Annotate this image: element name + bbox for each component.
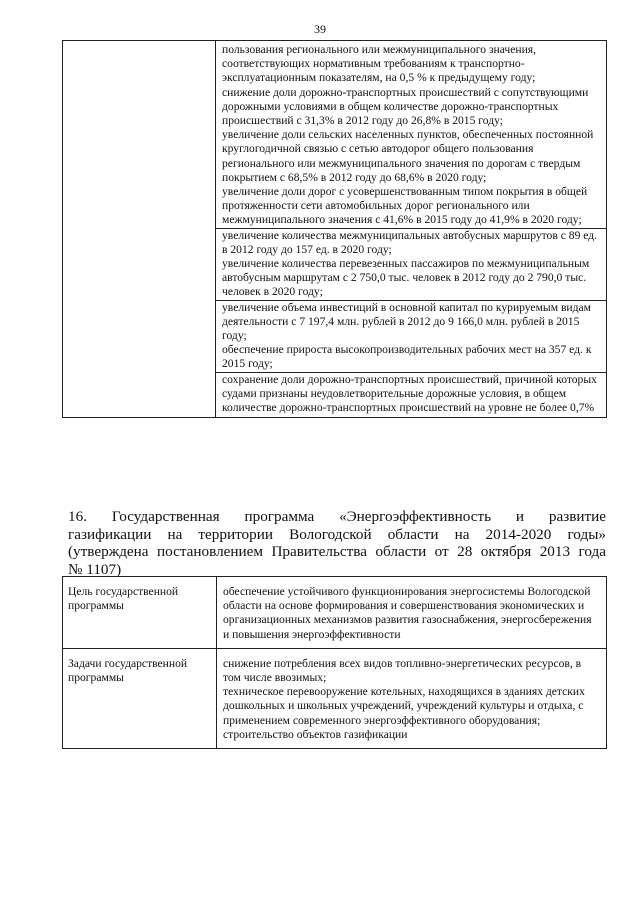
indicators-cell <box>216 41 607 418</box>
heading-line: (утверждена постановлением Правительства области от 28 октября 2013 года <box>68 543 606 560</box>
indicator-item: увеличение количества перевезенных пассажиров по межмуниципальным автобусным маршрутам с 2 750,0 тыс. человек в 2012 году до 2 790,0 тыс. человек в 2020 году; <box>222 257 590 299</box>
goal-text: обеспечение устойчивого функционирования энергосистемы Вологодской области на основе формирования и совершенствования экономических и организационных механизмов развития газоснабжения, энергосбережения и повышения энергоэффективности <box>223 585 592 641</box>
indicators-table-continuation <box>62 40 607 418</box>
indicator-item: увеличение доли дорог с усовершенствованным типом покрытия в общей протяженности сети автомобильных дорог регионального или межмуниципального значения с 41,6% в 2015 году до 41,9% в 2020 году; <box>222 185 588 227</box>
tasks-value <box>217 648 607 748</box>
empty-label-cell <box>63 41 216 418</box>
indicator-item: снижение доли дорожно-транспортных происшествий с сопутствующими дорожными условиями в общем количестве дорожно-транспортных происшествий с 31,3% в 2012 году до 26,8% в 2015 году; <box>222 85 589 128</box>
table-row <box>63 648 607 748</box>
section-heading <box>68 508 606 578</box>
program-passport-table <box>62 576 607 749</box>
heading-line: № 1107) <box>68 560 122 578</box>
goal-value <box>217 577 607 649</box>
indicator-item: сохранение доли дорожно-транспортных происшествий, причиной которых судами признаны неудовлетворительные дорожные условия, в общем количестве дорожно-транспортных происшествий на уровне не более 0,7% <box>216 372 606 416</box>
indicator-item: пользования регионального или межмуниципального значения, соответствующих нормативным требованиям к транспортно-эксплуатационным показателям, на 0,5 % к предыдущему году; <box>222 43 537 85</box>
indicator-item: обеспечение прироста высокопроизводительных рабочих мест на 357 ед. к 2015 году; <box>222 343 592 371</box>
indicator-item: увеличение количества межмуниципальных автобусных маршрутов с 89 ед. в 2012 году до 157 ед. в 2020 году; <box>216 228 606 257</box>
goal-label: Цель государственной программы <box>63 577 217 649</box>
heading-line: газификации на территории Вологодской области на 2014-2020 годы» <box>68 525 606 543</box>
task-item: строительство объектов газификации <box>223 727 408 741</box>
heading-line: 16. Государственная программа «Энергоэффективность и развитие <box>68 508 606 525</box>
indicator-item: увеличение объема инвестиций в основной капитал по курируемым видам деятельности с 7 197,4 млн. рублей в 2012 до 9 166,0 млн. рублей в 2015 году; <box>216 300 606 344</box>
tasks-label: Задачи государственной программы <box>63 648 217 748</box>
task-item: техническое перевооружение котельных, находящихся в зданиях детских дошкольных и школьных учреждений, учреждений культуры и отдыха, с применением современного энергоэффективного оборудования; <box>223 685 585 727</box>
page-number: 39 <box>314 22 326 36</box>
table-row <box>63 577 607 649</box>
indicator-item: увеличение доли сельских населенных пунктов, обеспеченных постоянной круглогодичной связью с сетью автодорог общего пользования регионального или межмуниципального значения по дорогам с твердым покрытием с 68,5% в 2012 году до 68,6% в 2020 году; <box>222 128 594 184</box>
task-item: снижение потребления всех видов топливно-энергетических ресурсов, в том числе ввозимых; <box>223 656 582 685</box>
